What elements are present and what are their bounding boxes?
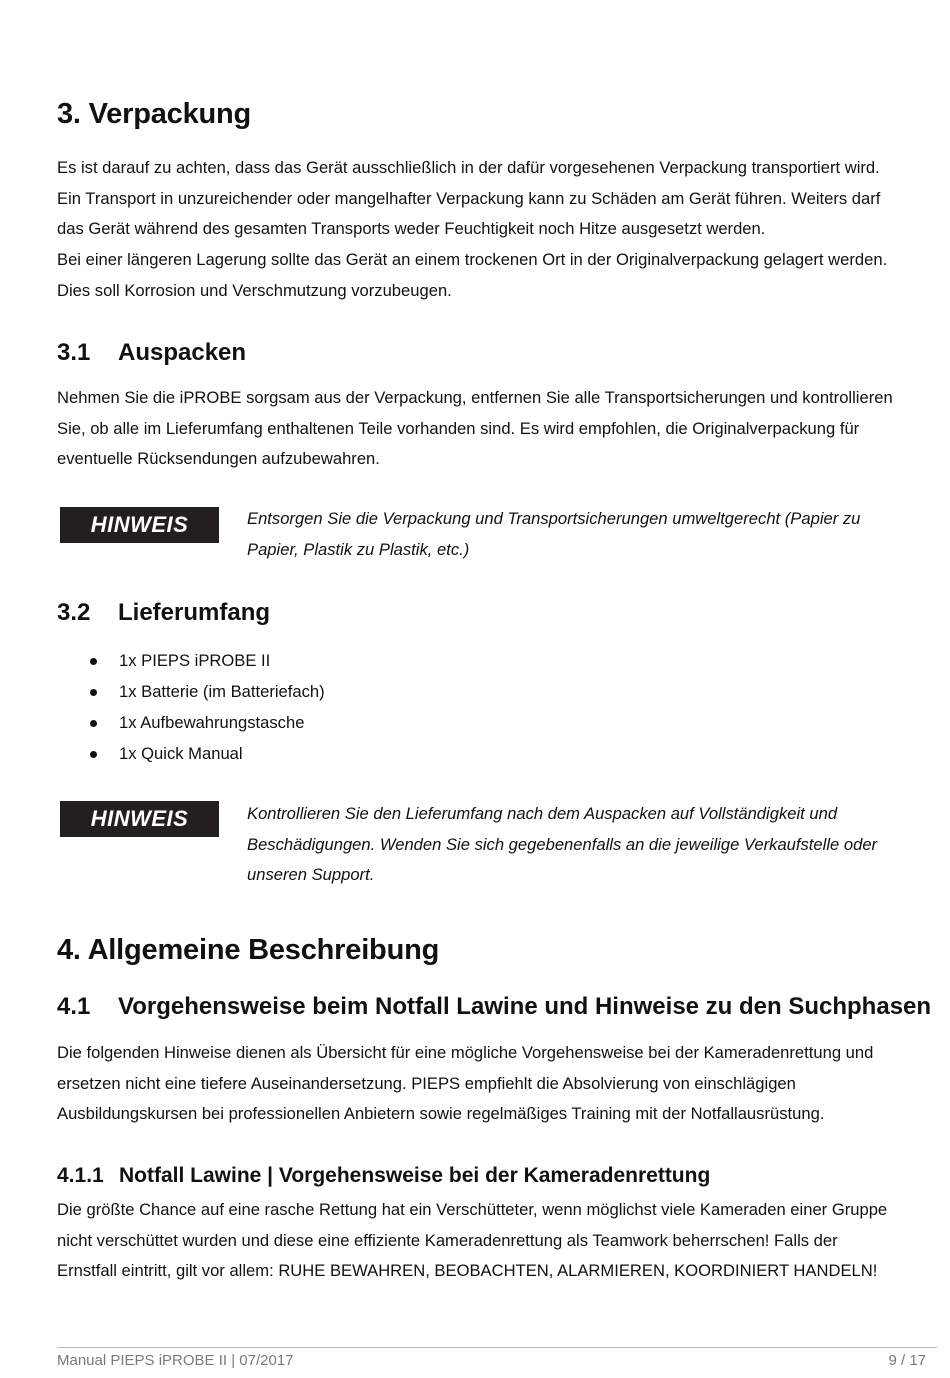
hinweis-badge: HINWEIS <box>60 507 219 543</box>
text-line: eventuelle Rücksendungen aufzubewahren. <box>57 449 380 469</box>
section-number: 3.2 <box>57 599 91 626</box>
section-heading-3-2 <box>57 599 270 627</box>
text-line: Nehmen Sie die iPROBE sorgsam aus der Verpackung, entfernen Sie alle Transportsicherungen und kontrollieren <box>57 388 893 407</box>
footer-document-title: Manual PIEPS iPROBE II | 07/2017 <box>57 1352 294 1369</box>
section-title: Notfall Lawine | Vorgehensweise bei der Kameradenrettung <box>119 1164 711 1187</box>
section-3-paragraph <box>57 153 937 306</box>
hinweis-note-text <box>247 504 937 565</box>
text-line: unseren Support. <box>247 865 375 885</box>
text-line: Die größte Chance auf eine rasche Rettung hat ein Verschütteter, wenn möglichst viele Kameraden einer Gruppe <box>57 1200 888 1219</box>
text-line: ersetzen nicht eine tiefere Auseinandersetzung. PIEPS empfiehlt die Absolvierung von einschlägigen <box>57 1073 796 1093</box>
section-heading-3-1 <box>57 339 246 367</box>
text-line: Die folgenden Hinweise dienen als Übersicht für eine mögliche Vorgehensweise bei der Kameradenrettung und <box>57 1043 874 1062</box>
section-title: Vorgehensweise beim Notfall Lawine und Hinweise zu den Suchphasen <box>118 993 932 1020</box>
text-line: Kontrollieren Sie den Lieferumfang nach dem Auspacken auf Vollständigkeit und <box>247 804 838 823</box>
section-4-1-1-paragraph <box>57 1195 937 1287</box>
text-line: Papier, Plastik zu Plastik, etc.) <box>247 539 470 559</box>
section-3-1-paragraph <box>57 383 937 475</box>
section-title: Lieferumfang <box>118 599 271 626</box>
section-heading-4-1-1 <box>57 1164 710 1188</box>
text-line: Dies soll Korrosion und Verschmutzung vorzubeugen. <box>57 280 452 300</box>
list-item: 1x Aufbewahrungstasche <box>88 707 325 738</box>
hinweis-note-text <box>247 799 937 891</box>
delivery-list <box>88 645 325 769</box>
footer-divider <box>57 1347 937 1348</box>
text-line: Ernstfall eintritt, gilt vor allem: RUHE BEWAHREN, BEOBACHTEN, ALARMIEREN, KOORDINIERT HANDELN! <box>57 1261 878 1281</box>
section-heading-3: 3. Verpackung <box>57 98 252 130</box>
section-number: 4.1.1 <box>57 1164 104 1187</box>
text-line: das Gerät während des gesamten Transports weder Feuchtigkeit noch Hitze ausgesetzt werden. <box>57 219 766 239</box>
list-item: 1x PIEPS iPROBE II <box>88 645 325 676</box>
text-line: Ein Transport in unzureichender oder mangelhafter Verpackung kann zu Schäden am Gerät führen. Weiters darf <box>57 188 881 208</box>
section-number: 3.1 <box>57 339 91 366</box>
section-heading-4-1 <box>57 993 931 1021</box>
text-line: Sie, ob alle im Lieferumfang enthaltenen Teile vorhanden sind. Es wird empfohlen, die Originalverpackung für <box>57 418 860 438</box>
text-line: Ausbildungskursen bei professionellen Anbietern sowie regelmäßiges Training mit der Notfallausrüstung. <box>57 1104 825 1124</box>
section-heading-4: 4. Allgemeine Beschreibung <box>57 934 440 966</box>
text-line: Beschädigungen. Wenden Sie sich gegebenenfalls an die jeweilige Verkaufstelle oder <box>247 834 878 854</box>
section-4-1-paragraph <box>57 1038 937 1130</box>
footer-page-number: 9 / 17 <box>888 1352 926 1369</box>
section-number: 4.1 <box>57 993 91 1020</box>
section-title: Auspacken <box>118 339 247 366</box>
list-item: 1x Batterie (im Batteriefach) <box>88 676 325 707</box>
text-line: Entsorgen Sie die Verpackung und Transportsicherungen umweltgerecht (Papier zu <box>247 509 861 528</box>
hinweis-badge: HINWEIS <box>60 801 219 837</box>
text-line: Es ist darauf zu achten, dass das Gerät ausschließlich in der dafür vorgesehenen Verpackung transportiert wird. <box>57 158 880 177</box>
text-line: Bei einer längeren Lagerung sollte das Gerät an einem trockenen Ort in der Originalverpackung gelagert werden. <box>57 250 888 270</box>
list-item: 1x Quick Manual <box>88 738 325 769</box>
text-line: nicht verschüttet wurden und diese eine effiziente Kameradenrettung als Teamwork beherrschen! Falls der <box>57 1230 838 1250</box>
